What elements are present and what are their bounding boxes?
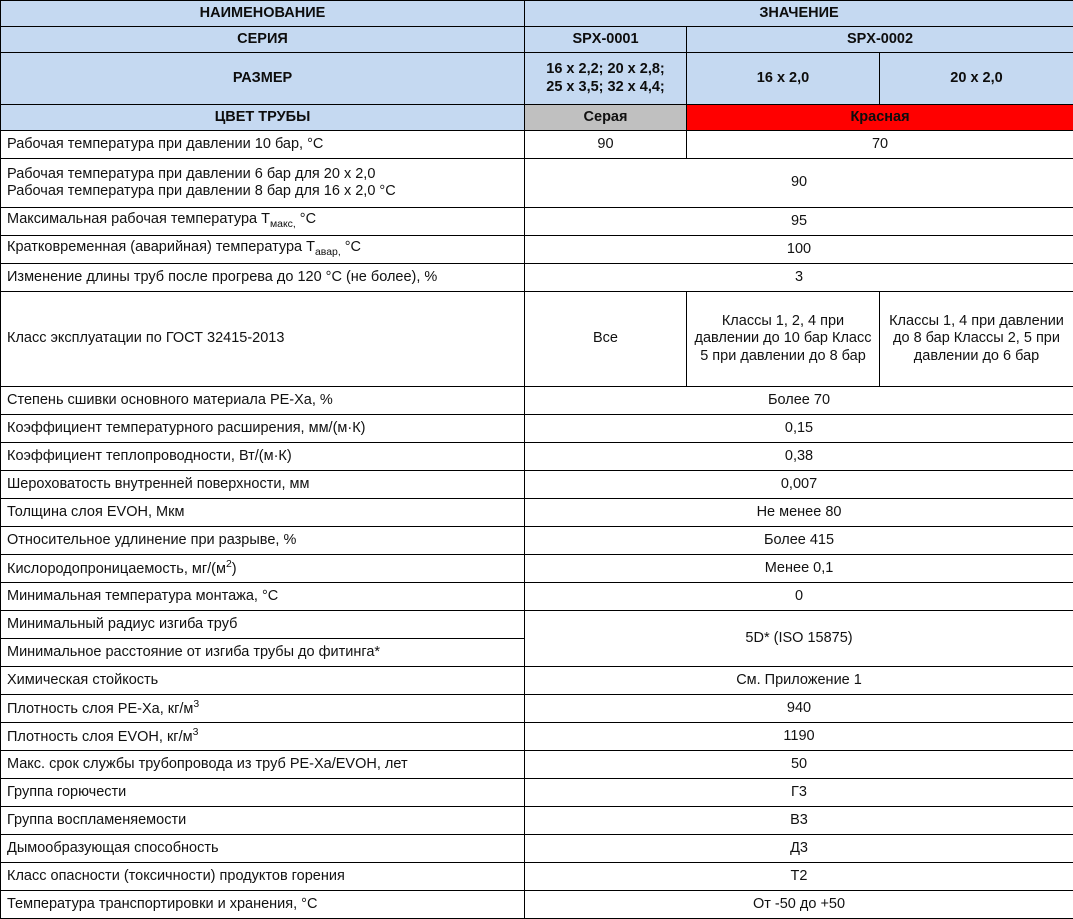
header-color-gray: Серая: [525, 105, 687, 131]
row-label: Кратковременная (аварийная) температура $T_{авар,}$ °C: [1, 236, 525, 264]
table-row: [1, 292, 1073, 387]
table-row: [1, 723, 1073, 751]
row-label: Шероховатость внутренней поверхности, мм: [1, 471, 525, 499]
header-size-line-2: 25 x 3,5; 32 x 4,4;: [546, 79, 665, 95]
row-label: Рабочая температура при давлении 10 бар, °C: [1, 131, 525, 159]
header-size-16x20: 16 x 2,0: [687, 53, 880, 105]
row-value: Более 70: [525, 387, 1073, 415]
row-label: Класс эксплуатации по ГОСТ 32415-2013: [1, 292, 525, 387]
header-row-titles: [1, 1, 1073, 27]
table-row: [1, 264, 1073, 292]
row-label: Плотность слоя EVOH, $кг/м^3$: [1, 723, 525, 751]
row-value: Менее 0,1: [525, 555, 1073, 583]
header-series-spx0002: SPX-0002: [687, 27, 1073, 53]
row-label: Химическая стойкость: [1, 667, 525, 695]
table-row: [1, 499, 1073, 527]
table-row: [1, 236, 1073, 264]
row-value: Т2: [525, 863, 1073, 891]
table-row: [1, 555, 1073, 583]
header-size-spx0001: [525, 53, 687, 105]
table-row: [1, 807, 1073, 835]
header-value-cell: ЗНАЧЕНИЕ: [525, 1, 1073, 27]
row-label: Рабочая температура при давлении 6 бар для 20 x 2,0 Рабочая температура при давлении 8 бар для 16 x 2,0 °C: [1, 159, 525, 208]
row-value: Г3: [525, 779, 1073, 807]
table-row: [1, 159, 1073, 208]
header-name-cell: НАИМЕНОВАНИЕ: [1, 1, 525, 27]
table-row: [1, 131, 1073, 159]
table-header-group: [1, 1, 1073, 131]
row-label: Коэффициент теплопроводности, Вт/(м·К): [1, 443, 525, 471]
row-value: 0,007: [525, 471, 1073, 499]
row-label: Степень сшивки основного материала PE-Xa, %: [1, 387, 525, 415]
row-value-16x20: Классы 1, 2, 4 при давлении до 10 бар Класс 5 при давлении до 8 бар: [687, 292, 880, 387]
row-value: См. Приложение 1: [525, 667, 1073, 695]
row-value: Более 415: [525, 527, 1073, 555]
table-row: [1, 891, 1073, 919]
row-label: Группа воспламеняемости: [1, 807, 525, 835]
row-value: 0,15: [525, 415, 1073, 443]
header-color-red: Красная: [687, 105, 1073, 131]
row-label: Относительное удлинение при разрыве, %: [1, 527, 525, 555]
row-value: 3: [525, 264, 1073, 292]
header-size-label: РАЗМЕР: [1, 53, 525, 105]
header-series-label: СЕРИЯ: [1, 27, 525, 53]
row-value: 1190: [525, 723, 1073, 751]
row-label: Толщина слоя EVOH, Мкм: [1, 499, 525, 527]
row-label: Плотность слоя PE-Xa, $кг/м^3$: [1, 695, 525, 723]
row-label: Минимальная температура монтажа, °C: [1, 583, 525, 611]
row-value-spx0002: 70: [687, 131, 1073, 159]
row-label: Минимальное расстояние от изгиба трубы до фитинга*: [1, 639, 525, 667]
row-value: 100: [525, 236, 1073, 264]
row-label: Минимальный радиус изгиба труб: [1, 611, 525, 639]
row-value: 0,38: [525, 443, 1073, 471]
row-label: Максимальная рабочая температура $T_{макс,}$ °C: [1, 208, 525, 236]
row-value: Не менее 80: [525, 499, 1073, 527]
row-label: Макс. срок службы трубопровода из труб PE-Xa/EVOH, лет: [1, 751, 525, 779]
table-row: [1, 751, 1073, 779]
table-row: [1, 583, 1073, 611]
table-row: [1, 779, 1073, 807]
row-value: 50: [525, 751, 1073, 779]
header-size-line-1: 16 x 2,2; 20 x 2,8;: [546, 61, 665, 77]
table-row: [1, 471, 1073, 499]
row-label: Кислородопроницаемость, $мг/(м^2)$: [1, 555, 525, 583]
row-value-spx0001: 90: [525, 131, 687, 159]
row-label: Дымообразующая способность: [1, 835, 525, 863]
row-value-20x20: Классы 1, 4 при давлении до 8 бар Классы 2, 5 при давлении до 6 бар: [880, 292, 1073, 387]
header-row-color: [1, 105, 1073, 131]
row-value: В3: [525, 807, 1073, 835]
table-body: [1, 131, 1073, 919]
header-size-20x20: 20 x 2,0: [880, 53, 1073, 105]
row-label: Изменение длины труб после прогрева до 120 °C (не более), %: [1, 264, 525, 292]
table-row: [1, 695, 1073, 723]
table-row: [1, 527, 1073, 555]
row-value: 95: [525, 208, 1073, 236]
table-row: [1, 863, 1073, 891]
header-color-label: ЦВЕТ ТРУБЫ: [1, 105, 525, 131]
table-row: [1, 443, 1073, 471]
table-row: [1, 835, 1073, 863]
header-series-spx0001: SPX-0001: [525, 27, 687, 53]
row-label: Группа горючести: [1, 779, 525, 807]
row-value-spx0001: Все: [525, 292, 687, 387]
row-label: Температура транспортировки и хранения, °C: [1, 891, 525, 919]
row-value: 940: [525, 695, 1073, 723]
header-row-series: [1, 27, 1073, 53]
row-label: Коэффициент температурного расширения, мм/(м·К): [1, 415, 525, 443]
table-row: [1, 667, 1073, 695]
row-value: 0: [525, 583, 1073, 611]
row-label: Класс опасности (токсичности) продуктов горения: [1, 863, 525, 891]
table-row: [1, 208, 1073, 236]
row-value: 90: [525, 159, 1073, 208]
row-value: От -50 до +50: [525, 891, 1073, 919]
row-value: Д3: [525, 835, 1073, 863]
row-value: 5D* (ISO 15875): [525, 611, 1073, 667]
table-row: [1, 387, 1073, 415]
header-row-size: [1, 53, 1073, 105]
table-row: [1, 611, 1073, 639]
table-row: [1, 415, 1073, 443]
